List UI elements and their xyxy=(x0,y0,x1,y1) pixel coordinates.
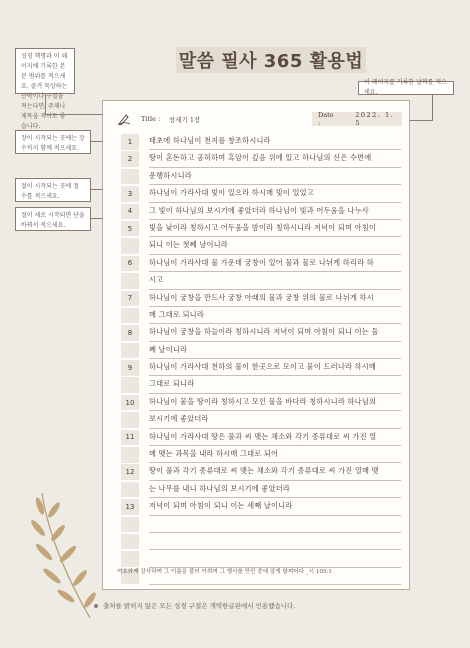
verse-number: 4 xyxy=(121,204,139,220)
verse-number xyxy=(121,534,139,550)
verse-row[interactable] xyxy=(121,376,401,393)
verse-text: 땅이 풀과 각기 종류대로 씨 맺는 채소와 각기 종류대로 씨 가진 열매 맺 xyxy=(149,466,379,476)
verse-number: 6 xyxy=(121,256,139,272)
verse-number: 5 xyxy=(121,221,139,237)
verse-row[interactable] xyxy=(121,463,401,480)
title-value[interactable]: 창세기 1장 xyxy=(169,116,201,124)
verse-number: 13 xyxy=(121,499,139,515)
verse-row[interactable] xyxy=(121,290,401,307)
verse-text: 태초에 하나님이 천지를 창조하시니라 xyxy=(149,136,271,145)
verse-number xyxy=(121,273,139,289)
verse-text: 빛을 낮이라 칭하시고 어두움을 밤이라 칭하시니라 저녁이 되며 아침이 xyxy=(149,222,377,232)
verse-row[interactable] xyxy=(121,429,401,446)
leader-line xyxy=(432,95,433,120)
verse-number xyxy=(121,482,139,498)
verse-text: 하나님이 궁창을 하늘이라 칭하시니라 저녁이 되며 아침이 되니 이는 둘 xyxy=(149,327,379,337)
verse-text: 째 날이니라 xyxy=(149,344,188,354)
verse-row[interactable] xyxy=(121,324,401,341)
date-field[interactable] xyxy=(312,112,402,126)
verse-text: 하나님이 가라사대 천하의 물이 한곳으로 모이고 뭍이 드러나라 하시매 xyxy=(149,362,377,372)
verse-row[interactable] xyxy=(121,516,401,533)
verse-number xyxy=(121,377,139,393)
verse-number: 2 xyxy=(121,151,139,167)
verse-text: 매 그대로 되니라 xyxy=(149,309,204,319)
callout-verse-start: 절이 시작되는 곳에 절 수를 적으세요. xyxy=(15,178,91,202)
verse-row[interactable] xyxy=(121,550,401,567)
footer-verse: 여호와께 감사하며 그 이름을 불러 아뢰며 그 행사를 만민 중에 알게 할찌어다 _시 105:1 xyxy=(117,569,332,575)
callout-date: 이 페이지를 기록한 날짜를 적으세요. xyxy=(358,81,454,95)
verse-row[interactable] xyxy=(121,185,401,202)
leader-line xyxy=(45,94,46,114)
verse-text: 하나님이 뭍을 땅이라 칭하시고 모인 물을 바다라 칭하시니라 하나님의 xyxy=(149,396,377,406)
pen-icon xyxy=(117,112,131,126)
bullet-icon xyxy=(94,604,98,608)
verse-text: 보시기에 좋았더라 xyxy=(149,414,209,424)
verse-text: 시고 xyxy=(149,275,164,285)
verse-number: 3 xyxy=(121,186,139,202)
verse-number xyxy=(121,447,139,463)
verse-text: 매 맺는 과목을 내라 하시매 그대로 되어 xyxy=(149,449,279,459)
verse-text: 하나님이 가라사대 땅은 풀과 씨 맺는 채소와 각기 종류대로 씨 가진 열 xyxy=(149,431,377,441)
verse-number: 11 xyxy=(121,430,139,446)
verse-row[interactable] xyxy=(121,255,401,272)
verse-row[interactable] xyxy=(121,203,401,220)
ruled-line xyxy=(149,584,401,585)
verse-row[interactable] xyxy=(121,359,401,376)
source-note xyxy=(94,601,295,610)
verse-text: 땅이 혼돈하고 공허하며 흑암이 깊음 위에 있고 하나님의 신은 수면에 xyxy=(149,153,372,163)
verse-row[interactable] xyxy=(121,237,401,254)
date-value: 2022. 1. 5 xyxy=(355,111,395,127)
verse-text: 하나님이 가라사대 빛이 있으라 하시매 빛이 있었고 xyxy=(149,188,314,198)
verse-number xyxy=(121,238,139,254)
page-title: 말씀 필사 365 활용법 xyxy=(176,47,366,73)
verse-number xyxy=(121,169,139,185)
transcription-sheet xyxy=(102,100,410,590)
verse-row[interactable] xyxy=(121,394,401,411)
callout-scope: 성경 책명과 이 페이지에 기록한 본문 범위를 적으세요. 즐겨 묵상하는 단락이나 구절을 적는다면, 주제나 제목을 적어도 좋습니다. xyxy=(15,48,75,94)
verse-row[interactable] xyxy=(121,307,401,324)
verse-row[interactable] xyxy=(121,446,401,463)
verse-number: 9 xyxy=(121,360,139,376)
verse-row[interactable] xyxy=(121,150,401,167)
verse-number: 7 xyxy=(121,291,139,307)
verse-text: 저녁이 되며 아침이 되니 이는 세째 날이니라 xyxy=(149,501,293,511)
verse-text: 운행하시니라 xyxy=(149,170,192,180)
verse-text: 그대로 되니라 xyxy=(149,379,195,389)
verse-text: 하나님이 궁창을 만드사 궁창 아래의 물과 궁창 위의 물로 나뉘게 하시 xyxy=(149,292,374,302)
verse-number xyxy=(121,551,139,567)
verse-number: 1 xyxy=(121,134,139,150)
verse-number xyxy=(121,412,139,428)
sheet-header xyxy=(117,112,399,128)
date-label: Date : xyxy=(318,111,334,127)
verse-number xyxy=(121,517,139,533)
verse-number xyxy=(121,343,139,359)
verse-text: 되니 이는 첫째 날이니라 xyxy=(149,240,228,250)
verse-row[interactable] xyxy=(121,133,401,150)
verse-number: 12 xyxy=(121,464,139,480)
verse-row[interactable] xyxy=(121,220,401,237)
verse-rows xyxy=(121,133,401,585)
title-label: Title : xyxy=(141,115,161,123)
verse-row[interactable] xyxy=(121,411,401,428)
verse-row[interactable] xyxy=(121,168,401,185)
verse-number: 8 xyxy=(121,325,139,341)
verse-text: 는 나무를 내니 하나님의 보시기에 좋았더라 xyxy=(149,483,291,493)
source-note-text: 출처를 밝히지 않은 모든 성경 구절은 개역한글판에서 인용했습니다. xyxy=(103,602,296,610)
verse-row[interactable] xyxy=(121,272,401,289)
callout-paragraph: 절이 새로 시작되면 단을 바꿔서 적으세요. xyxy=(15,207,91,231)
verse-row[interactable] xyxy=(121,481,401,498)
verse-text: 하나님이 가라사대 물 가운데 궁창이 있어 물과 물로 나뉘게 하리라 하 xyxy=(149,257,374,267)
verse-number xyxy=(121,308,139,324)
verse-row[interactable] xyxy=(121,533,401,550)
verse-row[interactable] xyxy=(121,342,401,359)
verse-row[interactable] xyxy=(121,498,401,515)
verse-text: 그 빛이 하나님의 보시기에 좋았더라 하나님이 빛과 어두움을 나누사 xyxy=(149,205,369,215)
callout-chapter-start: 장이 시작되는 곳에는 장 수까지 함께 적으세요. xyxy=(15,130,91,154)
verse-number: 10 xyxy=(121,395,139,411)
